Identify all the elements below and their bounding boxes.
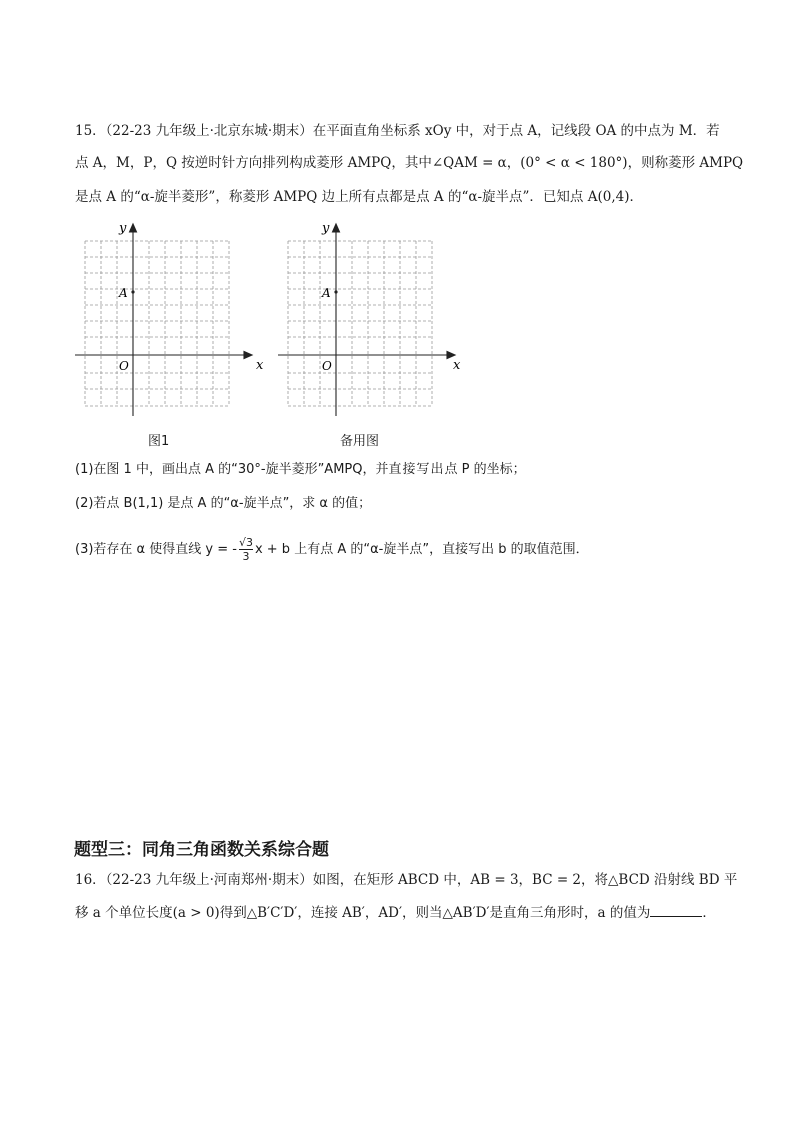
origin-label: O xyxy=(322,359,332,373)
q15-line3: 是点 A 的“α-旋半菱形”，称菱形 AMPQ 边上所有点都是点 A 的“α-旋半点”．已知点 A(0,4)． xyxy=(75,189,643,205)
q16-line1: 16．（22-23 九年级上·河南郑州·期末）如图，在矩形 ABCD 中，AB = 3，BC = 2，将△BCD 沿射线 BD 平 xyxy=(75,872,738,888)
coordinate-grid-backup xyxy=(273,216,473,416)
emphasized-text: 直接写出 xyxy=(388,462,445,477)
q15-part1: (1)在图 1 中，画出点 A 的“30°-旋半菱形”AMPQ，并直接写出点 P 的坐标； xyxy=(75,462,526,477)
origin-label: O xyxy=(119,359,129,373)
coordinate-grid-figure-1 xyxy=(70,216,270,416)
x-axis-label: x xyxy=(256,358,264,373)
fraction-numerator: √3 xyxy=(238,536,253,549)
q15-line1: 15．（22-23 九年级上·北京东城·期末）在平面直角坐标系 xOy 中，对于点 A，记线段 OA 的中点为 M．若 xyxy=(75,123,720,139)
point-a-label: A xyxy=(322,286,331,300)
q15-line2: 点 A，M，P，Q 按逆时针方向排列构成菱形 AMPQ，其中∠QAM = α，(0° < α < 180°)，则称菱形 AMPQ xyxy=(75,155,744,171)
y-axis-label: y xyxy=(322,221,330,236)
y-axis-label: y xyxy=(119,221,127,236)
x-axis-label: x xyxy=(453,358,461,373)
section-title: 题型三：同角三角函数关系综合题 xyxy=(74,840,329,860)
backup-figure-caption: 备用图 xyxy=(340,434,380,449)
answer-blank[interactable] xyxy=(650,902,702,917)
q15-part3: (3)若存在 α 使得直线 y = - $\frac{√3}{3}$ x + b 上有点 A 的“α-旋半点”，直接写出 b 的取值范围． xyxy=(75,536,589,563)
point-a-label: A xyxy=(119,286,128,300)
q16-line2: 移 a 个单位长度(a > 0)得到△B′C′D′，连接 AB′，AD′，则当△AB′D′是直角三角形时，a 的值为 ． xyxy=(75,902,716,924)
figure-1-caption: 图1 xyxy=(148,434,170,449)
q15-part2: (2)若点 B(1,1) 是点 A 的“α-旋半点”，求 α 的值； xyxy=(75,496,372,511)
fraction-denominator: 3 xyxy=(242,550,250,563)
